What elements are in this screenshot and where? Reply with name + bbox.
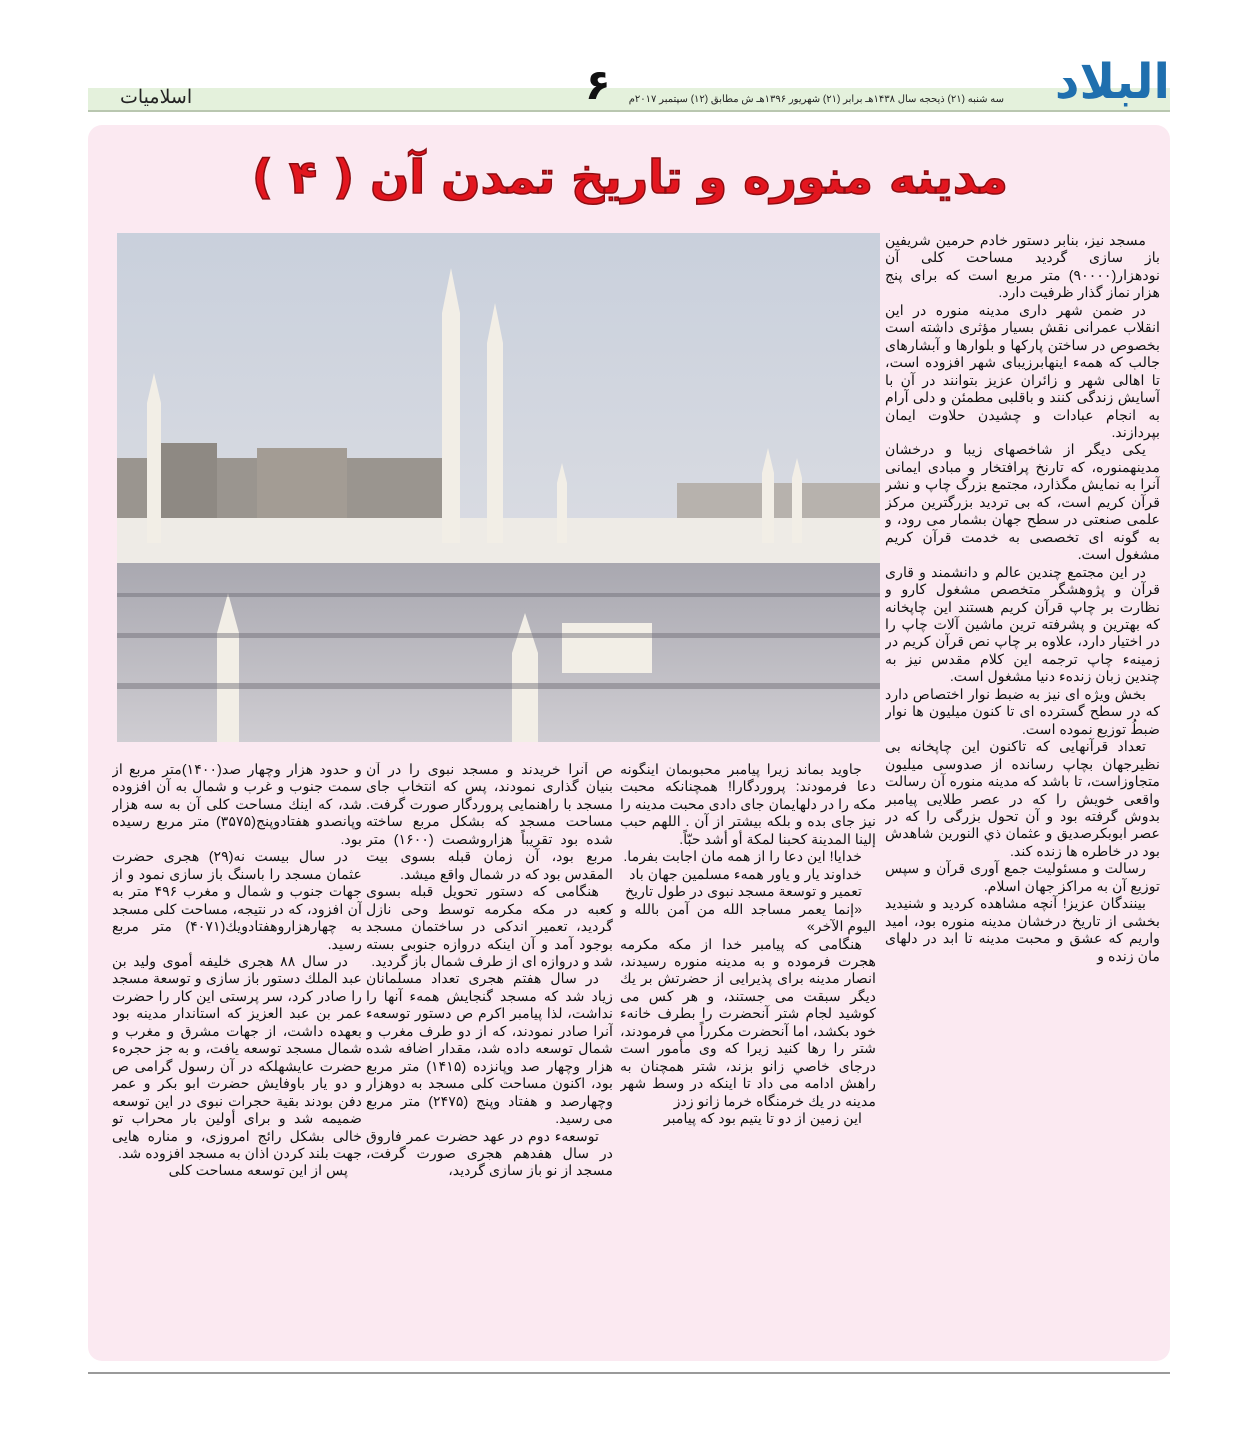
paragraph: بینندگان عزیز! آنچه مشاهده کردید و شنیدید بخشی از تاریخ درخشان مدینه منوره بود، امید واریم که عشق و محبت مدینه تا ابد در دلهای مان زنده و [885,896,1160,965]
page-number: ۶ [585,60,611,109]
paragraph: در ضمن شهر داری مدینه منوره در این انقلاب عمرانی نقش بسیار مؤثری داشته است بخصوص در ساختن پارکها و بلوارها و آبشارهای جالب که همهء اینهابرزیبای شهر افزوده است، تا اهالی شهر و زائران عزیز بتوانند در آن با آسایش زندگی کنند و باقلبی مطمئن و دلی آرام به انجام عبادات و چشیدن حلاوت ایمان بپردازند. [885,302,1160,441]
paragraph: در این مجتمع چندین عالم و دانشمند و قاری قرآن و پژوهشگر متخصص مشغول کارو و نظارت بر چاپ قرآن کریم هستند این چاپخانه که بهترین و پشرفته ترین ماشین آلات چاپ را در اختیار دارد، علاوه بر چاپ نص قرآن کریم در زمینهء چاپ ترجمه این کلام مقدس نیز به چندین زبان زندهء دنیا مشغول است. [885,564,1160,686]
paragraph: بخش ویژه ای نیز به ضبط نوار اختصاص دارد که در سطح گسترده ای تا کنون میلیون ها نوار ضبطُ توزیع نموده است. [885,686,1160,738]
paragraph: در سال ۸۸ هجری خلیفه أموی ولید بن عبد الملك دستور باز سازی و توسعة مسجد را صادر کرد، سر پرستی این کار را حضرت عمر بن عبد العزيز که استاندار مدینه بود بعهده داشت، از جهات مشرق و مغرب و شمال مسجد توسعه یافت، و به جز حجرهء حضرت عایشهلکه در آن رسول گرامی ص و دو یار باوفایش حضرت ابو بکر و عمر دفن بودند بقیة حجرات نبوی در این توسعه ضمیمه شد و برای أولین بار محراب تو خالی بشکل رائج امروزی، و مناره هایی جهت بلند کردن اذان به مسجد افزوده شد. [112,953,362,1162]
paragraph: خداوند یار و یاور همهء مسلمین جهان باد [629,866,862,883]
paragraph: تعداد قرآنهایی که تاکنون این چاپخانه بی نظیرجهان بچاپ رسانده از صدوسی میلیون متجاوزاست، تا باشد که مدینه منوره آن رسالت واقعی خویش را که در عصر طلایی پیامبر بدوش گرفته بود و آن تحول بزرگی را که در عصر ابوبکرصدیق و عثمان ذي النورين شاهدش بود در خاطره ها زنده کند. [885,739,1160,860]
paragraph: ص آنرا خریدند و مسجد نبوی را در آن بنیان گذاری نمودند، پس که انتخاب جای مسجد با راهنمایی پروردگار صورت گرفت. مساحت مسجد که بشکل مربع ساخته شده بود تقریباً هزاروشصت (۱۶۰۰) متر مربع بود، آن زمان قبله بسوی بیت المقدس بود که در شمال واقع میشد. [366,762,613,883]
paragraph: این زمین از دو تا یتیم بود که پیامبر [663,1111,862,1128]
paragraph: در سال هفتم هجری تعداد مسلمانان زیاد شد که مسجد گنجایش همهء آنها را نداشت، لذا پیامبر اکرم ص دستور توسعهء آنرا صادر نمودند، که از دو طرف مغرب و شمال توسعه داده شد، مقدار اضافه شده هزار وچهار صد وپانزده (۱۴۱۵) متر مربع بود، اکنون مساحت کلی مسجد به دوهزار وچهارصد و هفتاد وپنج (۲۴۷۵) متر مربع می رسید. [366,971,613,1128]
paragraph: خدایا! این دعا را از همه مان اجابت بفرما. [623,849,862,866]
paragraph: رسالت و مسئولیت جمع آوری قرآن و سپس توزیع آن به مراکز جهان اسلام. [885,861,1160,895]
article-column-right [885,233,1160,1343]
section-name: اسلامیات [120,86,193,108]
article-column-a [620,762,876,1342]
newspaper-logo: البلاد [1054,54,1170,110]
article-column-b [366,762,613,1342]
paragraph: هنگامی که دستور تحویل قبله بسوی کعبه در مکه مکرمه توسط وحی نازل گردید، تعمیر اندکی در ساختمان مسجد بوجود آمد و آن اینکه دروازه جنوبی بسته شد و دروازه ای از طرف شمال باز گردید. [366,884,613,970]
paragraph: و حدود هزار وچهار صد(۱۴۰۰)متر مربع از سمت جنوب و غرب و شمال به آن افزوده شد، که اینك مساحت کلی آن به سه هزار وپانصدو هفتادوپنج(۳۵۷۵) متر مربع رسیده بود. [112,762,362,848]
paragraph: جاوید بماند زیرا پیامبر محبوبمان اینگونه دعا فرمودند: پروردگارا! همچنانکه محبت مکه را در دلهایمان جای دادی محبت مدینه را نیز جای بده و بلکه بیشتر از آن . اللهم حبب إلينا المدينة كحبنا لمكة أو أشد حبّاً. [620,762,876,848]
paragraph: هنگامی که پیامبر خدا از مکه مکرمه هجرت فرموده و به مدینه منوره رسیدند، انصار مدینه برای پذیرایی از حضرتش بر يك دیگر سبقت می جستند، و هر کس می کوشید لجام شتر آنحضرت را بطرف خانهء خود بکشد، اما آنحضرت مکرراً می فرمودند، شتر را رها کنید زیرا که وی مأمور است درجای خاصي زانو بزند، شتر همچنان به راهش ادامه می داد تا اینکه در وسط شهر مدینه در يك خرمنگاه خرما زانو زدز [620,936,876,1110]
paragraph: در سال بیست نه(۲۹) هجری حضرت عثمان مسجد را باسنگ باز سازی نمود و از جهات جنوب و شمال و مغرب ۴۹۶ متر به آن افزود، که در نتیجه، مساحت کلی مسجد به چهارهزاروهفتادويك(۴۰۷۱) متر مربع رسید. [112,849,362,953]
mosque-photo [117,233,880,742]
footer-rule [88,1372,1170,1374]
issue-date: سه شنبه (۲۱) ذیحجه سال ۱۴۳۸هـ برابر (۲۱) شهریور ۱۳۹۶هـ ش مطابق (۱۲) سپتمبر ۲۰۱۷م [628,94,1004,105]
paragraph: مسجد نیز، بنابر دستور خادم حرمین شریفین باز سازی گردید مساحت کلی آن نودهزار(۹۰۰۰۰) متر مربع است که برای پنج هزار نماز گذار ظرفیت دارد. [885,233,1160,302]
paragraph: توسعهء دوم در عهد حضرت عمر فاروق در سال هفدهم هجری صورت گرفت، مسجد از نو باز سازی گردید، [366,1128,613,1180]
article-title: مدینه منوره و تاریخ تمدن آن ( ۴ ) [251,150,1008,204]
article-column-c [112,762,362,1342]
quote: «إنما يعمر مساجد الله من آمن بالله و اليوم الآخر» [620,901,876,936]
subheading: تعمیر و توسعة مسجد نبوی در طول تاریخ [624,884,862,901]
paragraph: پس از این توسعه مساحت کلی [168,1163,348,1180]
paragraph: یکی دیگر از شاخصهای زیبا و درخشان مدینهمنوره، که تارنخ پرافتخار و مبادی ایمانی آنرا به نمایش مگذارد، مجتمع بزرگ چاپ و نشر قرآن کریم است، که بی تردید بزرگترین مرکز علمی صنعتی در سطح جهان بشمار می رود، و به گونه ای تخصصی به خدمت قرآن کریم مشغول است. [885,442,1160,564]
